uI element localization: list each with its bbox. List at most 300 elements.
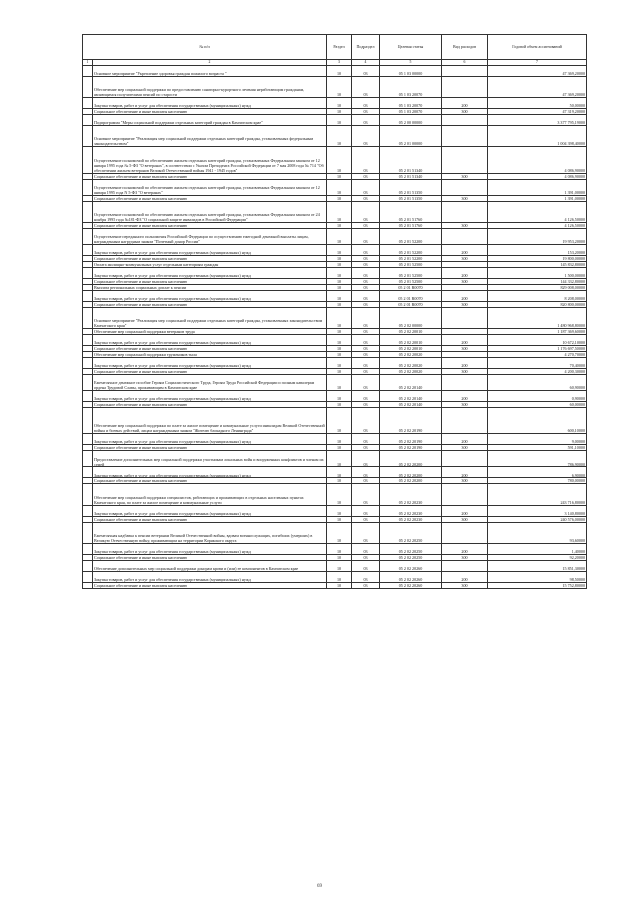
row-target-cell: 05 1 03 20070: [380, 77, 442, 98]
row-section-cell: 10: [327, 179, 352, 195]
row-expense-type-cell: 200: [442, 267, 488, 278]
row-expense-type-cell: [442, 228, 488, 244]
row-number-cell: [83, 126, 93, 147]
row-target-cell: 05 1 03 20070: [380, 109, 442, 115]
row-target-cell: 05 2 01 51340: [380, 173, 442, 179]
row-expense-type-cell: 300: [442, 582, 488, 588]
row-target-cell: 05 2 01 52500: [380, 278, 442, 284]
row-expense-type-cell: [442, 201, 488, 222]
row-section-cell: 10: [327, 195, 352, 201]
row-amount-cell: 8 208,00000: [488, 290, 587, 301]
row-target-cell: 05 2 02 20020: [380, 369, 442, 375]
row-expense-type-cell: 300: [442, 278, 488, 284]
row-target-cell: 05 2 02 20260: [380, 571, 442, 582]
row-number-cell: [83, 201, 93, 222]
table-row: [83, 66, 587, 77]
table-row: [83, 98, 587, 109]
row-target-cell: 05 2 02 20140: [380, 375, 442, 391]
row-section-cell: 10: [327, 335, 352, 346]
row-name-cell: Обеспечение мер социальной поддержки по плате за жилое помещение и коммунальные услуги инвалидам Великой Отечественной войны и боевых действий, лицам награжденным знаком "Жителю блокадного Ленинграда": [93, 408, 327, 434]
row-amount-cell: 19 800,00000: [488, 255, 587, 261]
row-name-cell: Закупка товаров, работ и услуг для обеспечения государственных (муниципальных) нужд: [93, 244, 327, 255]
row-section-cell: 10: [327, 66, 352, 77]
row-subsection-cell: 03: [352, 560, 380, 571]
row-expense-type-cell: [442, 560, 488, 571]
table-row: [83, 201, 587, 222]
row-section-cell: 10: [327, 284, 352, 290]
header-name: № п/п: [83, 35, 327, 60]
budget-table: [82, 34, 587, 589]
row-subsection-cell: 03: [352, 358, 380, 369]
row-number-cell: [83, 571, 93, 582]
row-number-cell: [83, 307, 93, 328]
row-target-cell: 05 2 01 R0070: [380, 301, 442, 307]
row-number-cell: [83, 505, 93, 516]
row-amount-cell: 780,00000: [488, 478, 587, 484]
table-row: [83, 560, 587, 571]
row-target-cell: 05 2 01 51760: [380, 222, 442, 228]
row-subsection-cell: 03: [352, 478, 380, 484]
row-section-cell: 10: [327, 244, 352, 255]
row-name-cell: Социальное обеспечение и иные выплаты населению: [93, 478, 327, 484]
row-subsection-cell: 03: [352, 98, 380, 109]
row-expense-type-cell: 300: [442, 255, 488, 261]
row-number-cell: [83, 66, 93, 77]
row-section-cell: 10: [327, 290, 352, 301]
table-row: [83, 408, 587, 434]
row-expense-type-cell: 200: [442, 98, 488, 109]
row-name-cell: Социальное обеспечение и иные выплаты населению: [93, 554, 327, 560]
column-number: 5: [380, 60, 442, 66]
row-name-cell: Ежемесячное денежное пособие Героям Социалистического Труда, Героям Труда Российской Федерации и полным кавалерам ордена Трудовой Славы, проживающим в Камчатском крае: [93, 375, 327, 391]
row-subsection-cell: 03: [352, 255, 380, 261]
row-name-cell: Социальное обеспечение и иные выплаты населению: [93, 369, 327, 375]
row-name-cell: Закупка товаров, работ и услуг для обеспечения государственных (муниципальных) нужд: [93, 571, 327, 582]
row-amount-cell: 4 126,50000: [488, 222, 587, 228]
row-name-cell: Закупка товаров, работ и услуг для обеспечения государственных (муниципальных) нужд: [93, 358, 327, 369]
row-target-cell: 05 2 02 20010: [380, 329, 442, 335]
row-name-cell: Обеспечение мер социальной поддержки специалистов, работающих и проживающих в отдельных населенных пунктах Камчатского края, по плате за жилое помещение и коммунальные услуги: [93, 484, 327, 505]
row-name-cell: Социальное обеспечение и иные выплаты населению: [93, 346, 327, 352]
row-subsection-cell: 03: [352, 522, 380, 543]
row-subsection-cell: 03: [352, 484, 380, 505]
row-subsection-cell: 03: [352, 179, 380, 195]
row-section-cell: 10: [327, 222, 352, 228]
row-amount-cell: 1,40000: [488, 543, 587, 554]
row-target-cell: 05 2 01 52200: [380, 244, 442, 255]
row-section-cell: 10: [327, 109, 352, 115]
row-expense-type-cell: [442, 147, 488, 173]
row-number-cell: [83, 115, 93, 126]
row-expense-type-cell: [442, 307, 488, 328]
row-subsection-cell: 03: [352, 505, 380, 516]
row-subsection-cell: 03: [352, 307, 380, 328]
row-amount-cell: 19 953,20000: [488, 228, 587, 244]
row-section-cell: 10: [327, 147, 352, 173]
row-name-cell: Закупка товаров, работ и услуг для обеспечения государственных (муниципальных) нужд: [93, 391, 327, 402]
row-name-cell: Оплата жилищно-коммунальных услуг отдельным категориям граждан: [93, 261, 327, 267]
row-subsection-cell: 03: [352, 391, 380, 402]
row-amount-cell: 10 672,10000: [488, 335, 587, 346]
row-name-cell: Социальное обеспечение и иные выплаты населению: [93, 445, 327, 451]
row-name-cell: Подпрограмма "Меры социальной поддержки отдельных категорий граждан в Камчатском крае": [93, 115, 327, 126]
row-number-cell: [83, 484, 93, 505]
row-number-cell: [83, 543, 93, 554]
row-section-cell: 10: [327, 346, 352, 352]
row-target-cell: 05 2 02 20010: [380, 335, 442, 346]
row-subsection-cell: 03: [352, 402, 380, 408]
row-number-cell: [83, 179, 93, 195]
table-row: [83, 505, 587, 516]
row-number-cell: [83, 358, 93, 369]
row-subsection-cell: 03: [352, 582, 380, 588]
row-name-cell: Обеспечение мер социальной поддержки ветеранов труда: [93, 329, 327, 335]
row-number-cell: [83, 582, 93, 588]
header-expense-type: Вид расходов: [442, 35, 488, 60]
table-row: [83, 467, 587, 478]
row-amount-cell: 786,90000: [488, 451, 587, 467]
table-row: [83, 115, 587, 126]
row-section-cell: 10: [327, 267, 352, 278]
row-subsection-cell: 03: [352, 66, 380, 77]
row-section-cell: 10: [327, 301, 352, 307]
row-amount-cell: 47 369,20000: [488, 77, 587, 98]
row-target-cell: 05 2 02 20190: [380, 434, 442, 445]
row-target-cell: 05 1 03 00000: [380, 66, 442, 77]
row-amount-cell: 153,20000: [488, 244, 587, 255]
row-amount-cell: 4 126,50000: [488, 201, 587, 222]
row-amount-cell: 6,90000: [488, 467, 587, 478]
row-target-cell: 05 2 02 20190: [380, 445, 442, 451]
row-name-cell: Обеспечение дополнительных мер социальной поддержки донорам крови и (или) ее компонентов в Камчатском крае: [93, 560, 327, 571]
row-amount-cell: 145 832,80000: [488, 261, 587, 267]
row-name-cell: Ежемесячная надбавка к пенсии ветеранам Великой Отечественной войны, вдовам военнослужащих, погибших (умерших) в Великую Отечественную войну, проживающим на территории Корякского округа: [93, 522, 327, 543]
row-amount-cell: 93,60000: [488, 522, 587, 543]
row-target-cell: 05 2 02 20200: [380, 478, 442, 484]
row-expense-type-cell: 200: [442, 571, 488, 582]
row-number-cell: [83, 391, 93, 402]
header-section: Раздел: [327, 35, 352, 60]
row-amount-cell: 600,10000: [488, 408, 587, 434]
row-expense-type-cell: [442, 375, 488, 391]
row-name-cell: Закупка товаров, работ и услуг для обеспечения государственных (муниципальных) нужд: [93, 290, 327, 301]
header-annual-amount: Годовой объем ассигнований: [488, 35, 587, 60]
row-expense-type-cell: 200: [442, 434, 488, 445]
row-number-cell: [83, 77, 93, 98]
row-amount-cell: 1 187 369,60000: [488, 329, 587, 335]
row-number-cell: [83, 290, 93, 301]
row-subsection-cell: 03: [352, 147, 380, 173]
row-number-cell: [83, 228, 93, 244]
table-row: [83, 522, 587, 543]
row-section-cell: 10: [327, 228, 352, 244]
row-section-cell: 10: [327, 445, 352, 451]
row-section-cell: 10: [327, 484, 352, 505]
row-amount-cell: 60,00000: [488, 402, 587, 408]
row-subsection-cell: 03: [352, 290, 380, 301]
row-target-cell: 05 2 02 20200: [380, 451, 442, 467]
row-number-cell: [83, 560, 93, 571]
row-subsection-cell: 03: [352, 301, 380, 307]
row-section-cell: 10: [327, 329, 352, 335]
row-expense-type-cell: 300: [442, 554, 488, 560]
row-name-cell: Закупка товаров, работ и услуг для обеспечения государственных (муниципальных) нужд: [93, 434, 327, 445]
row-subsection-cell: 03: [352, 109, 380, 115]
row-target-cell: 05 2 01 51340: [380, 147, 442, 173]
row-amount-cell: 240 576,00000: [488, 516, 587, 522]
row-expense-type-cell: [442, 77, 488, 98]
row-subsection-cell: 03: [352, 267, 380, 278]
row-expense-type-cell: [442, 451, 488, 467]
row-expense-type-cell: [442, 179, 488, 195]
row-amount-cell: 4 270,70000: [488, 352, 587, 358]
row-name-cell: Социальное обеспечение и иные выплаты населению: [93, 222, 327, 228]
row-section-cell: 10: [327, 560, 352, 571]
row-amount-cell: 70,40000: [488, 358, 587, 369]
row-name-cell: Социальное обеспечение и иные выплаты населению: [93, 109, 327, 115]
row-expense-type-cell: 300: [442, 173, 488, 179]
row-name-cell: Социальное обеспечение и иные выплаты населению: [93, 173, 327, 179]
row-expense-type-cell: 200: [442, 290, 488, 301]
row-section-cell: 10: [327, 77, 352, 98]
row-target-cell: 05 2 02 20250: [380, 554, 442, 560]
row-target-cell: 05 2 02 20140: [380, 391, 442, 402]
row-target-cell: 05 2 02 20230: [380, 505, 442, 516]
row-name-cell: Основное мероприятие "Реализация мер социальной поддержки отдельных категорий граждан, установленных федеральным законодательством": [93, 126, 327, 147]
row-section-cell: 10: [327, 173, 352, 179]
row-subsection-cell: 03: [352, 201, 380, 222]
row-subsection-cell: 03: [352, 434, 380, 445]
row-number-cell: [83, 522, 93, 543]
row-subsection-cell: 03: [352, 222, 380, 228]
row-section-cell: 10: [327, 434, 352, 445]
row-section-cell: 10: [327, 307, 352, 328]
row-amount-cell: 4 086,90000: [488, 147, 587, 173]
row-number-cell: [83, 434, 93, 445]
column-number: 2: [93, 60, 327, 66]
row-subsection-cell: 03: [352, 244, 380, 255]
row-name-cell: Закупка товаров, работ и услуг для обеспечения государственных (муниципальных) нужд: [93, 335, 327, 346]
row-amount-cell: 3 377 795,19000: [488, 115, 587, 126]
row-amount-cell: 98,50000: [488, 571, 587, 582]
row-section-cell: 10: [327, 505, 352, 516]
row-amount-cell: 144 332,80000: [488, 278, 587, 284]
row-subsection-cell: 03: [352, 516, 380, 522]
row-subsection-cell: 03: [352, 195, 380, 201]
row-target-cell: 05 2 02 20020: [380, 352, 442, 358]
row-subsection-cell: 03: [352, 77, 380, 98]
row-number-cell: [83, 408, 93, 434]
row-expense-type-cell: 300: [442, 369, 488, 375]
column-number: 4: [352, 60, 380, 66]
table-row: [83, 179, 587, 195]
row-target-cell: 05 2 02 20140: [380, 402, 442, 408]
row-name-cell: Осуществление полномочий по обеспечению жильем отдельных категорий граждан, установленных Федеральным законом от 12 января 1995 года № 5-ФЗ "О ветеранах", в соответствии с Указом Президента Российской Федерации от 7 мая 2008 года № 714 "Об обеспечении жильем ветеранов Великой Отечественной войны 1941 - 1945 годов": [93, 147, 327, 173]
row-expense-type-cell: 200: [442, 467, 488, 478]
table-row: [83, 335, 587, 346]
row-number-cell: [83, 267, 93, 278]
row-expense-type-cell: 200: [442, 358, 488, 369]
row-amount-cell: 1 004 398,40000: [488, 126, 587, 147]
table-row: [83, 582, 587, 588]
row-number-cell: [83, 467, 93, 478]
row-expense-type-cell: [442, 126, 488, 147]
row-section-cell: 10: [327, 201, 352, 222]
row-number-cell: [83, 375, 93, 391]
row-expense-type-cell: 200: [442, 244, 488, 255]
row-section-cell: 10: [327, 126, 352, 147]
table-row: [83, 451, 587, 467]
row-subsection-cell: 03: [352, 352, 380, 358]
row-expense-type-cell: 200: [442, 505, 488, 516]
row-section-cell: 10: [327, 369, 352, 375]
row-subsection-cell: 03: [352, 346, 380, 352]
row-amount-cell: 591,10000: [488, 445, 587, 451]
table-row: [83, 147, 587, 173]
row-name-cell: Осуществление полномочий по обеспечению жильем отдельных категорий граждан, установленных Федеральным законом от 12 января 1995 года N 5-ФЗ "О ветеранах": [93, 179, 327, 195]
row-target-cell: 05 2 02 20260: [380, 560, 442, 571]
row-section-cell: 10: [327, 358, 352, 369]
row-expense-type-cell: 300: [442, 109, 488, 115]
row-subsection-cell: 03: [352, 173, 380, 179]
row-target-cell: 05 2 01 51350: [380, 195, 442, 201]
column-number: 3: [327, 60, 352, 66]
row-subsection-cell: 03: [352, 369, 380, 375]
row-expense-type-cell: 300: [442, 222, 488, 228]
column-number: 7: [488, 60, 587, 66]
row-target-cell: 05 2 02 20260: [380, 582, 442, 588]
row-amount-cell: 0,90000: [488, 391, 587, 402]
row-expense-type-cell: 300: [442, 301, 488, 307]
row-subsection-cell: 03: [352, 284, 380, 290]
row-amount-cell: 92,20000: [488, 554, 587, 560]
table-row: [83, 484, 587, 505]
row-expense-type-cell: [442, 66, 488, 77]
row-section-cell: 10: [327, 261, 352, 267]
row-subsection-cell: 03: [352, 115, 380, 126]
row-number-cell: [83, 98, 93, 109]
row-section-cell: 10: [327, 516, 352, 522]
row-expense-type-cell: [442, 522, 488, 543]
row-target-cell: 05 2 02 20230: [380, 516, 442, 522]
header-subsection: Подраздел: [352, 35, 380, 60]
row-target-cell: 05 2 01 R0070: [380, 290, 442, 301]
row-expense-type-cell: [442, 408, 488, 434]
row-expense-type-cell: 300: [442, 516, 488, 522]
row-name-cell: Закупка товаров, работ и услуг для обеспечения государственных (муниципальных) нужд: [93, 505, 327, 516]
table-body: [83, 66, 587, 589]
row-amount-cell: 1 480 968,80000: [488, 307, 587, 328]
table-row: [83, 391, 587, 402]
row-name-cell: Социальное обеспечение и иные выплаты населению: [93, 278, 327, 284]
row-subsection-cell: 03: [352, 228, 380, 244]
row-amount-cell: 3 140,80000: [488, 505, 587, 516]
row-section-cell: 10: [327, 98, 352, 109]
row-expense-type-cell: [442, 115, 488, 126]
row-subsection-cell: 03: [352, 329, 380, 335]
row-section-cell: 10: [327, 352, 352, 358]
row-subsection-cell: 03: [352, 126, 380, 147]
table-row: [83, 228, 587, 244]
row-name-cell: Обеспечение мер социальной поддержки по предоставлению санаторно-курортного лечения неработающим гражданам, являющимся получателями пенсий по старости: [93, 77, 327, 98]
row-target-cell: 05 2 02 00000: [380, 307, 442, 328]
row-name-cell: Социальное обеспечение и иные выплаты населению: [93, 255, 327, 261]
table-header-row: [83, 35, 587, 60]
row-name-cell: Социальное обеспечение и иные выплаты населению: [93, 195, 327, 201]
row-subsection-cell: 03: [352, 445, 380, 451]
row-target-cell: 05 2 01 51760: [380, 201, 442, 222]
page-number: 69: [317, 884, 322, 889]
header-target-article: Целевая статья: [380, 35, 442, 60]
table-row: [83, 77, 587, 98]
row-amount-cell: 47 319,20000: [488, 109, 587, 115]
row-section-cell: 10: [327, 522, 352, 543]
row-section-cell: 10: [327, 554, 352, 560]
row-section-cell: 10: [327, 375, 352, 391]
row-number-cell: [83, 335, 93, 346]
row-name-cell: Закупка товаров, работ и услуг для обеспечения государственных (муниципальных) нужд: [93, 267, 327, 278]
row-name-cell: Социальное обеспечение и иные выплаты населению: [93, 516, 327, 522]
row-section-cell: 10: [327, 115, 352, 126]
row-amount-cell: 15 752,80000: [488, 582, 587, 588]
table-row: [83, 434, 587, 445]
row-number-cell: [83, 147, 93, 173]
column-number: 6: [442, 60, 488, 66]
row-target-cell: 05 2 01 52500: [380, 261, 442, 267]
row-section-cell: 10: [327, 543, 352, 554]
row-target-cell: 05 2 02 20190: [380, 408, 442, 434]
row-expense-type-cell: [442, 484, 488, 505]
row-section-cell: 10: [327, 467, 352, 478]
row-section-cell: 10: [327, 451, 352, 467]
row-name-cell: Осуществление полномочий по обеспечению жильем отдельных категорий граждан, установленных Федеральным законом от 24 ноября 1995 года №181-ФЗ "О социальной защите инвалидов в Российской Федерации": [93, 201, 327, 222]
row-amount-cell: 60,90000: [488, 375, 587, 391]
row-subsection-cell: 03: [352, 554, 380, 560]
row-number-cell: [83, 451, 93, 467]
row-subsection-cell: 03: [352, 571, 380, 582]
row-target-cell: 05 2 02 20010: [380, 346, 442, 352]
row-expense-type-cell: 200: [442, 543, 488, 554]
row-section-cell: 10: [327, 478, 352, 484]
table-row: [83, 126, 587, 147]
row-name-cell: Выплата региональных социальных доплат к пенсии: [93, 284, 327, 290]
row-target-cell: 05 2 01 52200: [380, 255, 442, 261]
row-target-cell: 05 2 00 00000: [380, 115, 442, 126]
table-row: [83, 307, 587, 328]
row-target-cell: 05 1 03 20070: [380, 98, 442, 109]
row-amount-cell: 50,00000: [488, 98, 587, 109]
table-row: [83, 267, 587, 278]
row-name-cell: Закупка товаров, работ и услуг для обеспечения государственных (муниципальных) нужд: [93, 543, 327, 554]
row-name-cell: Социальное обеспечение и иные выплаты населению: [93, 402, 327, 408]
row-name-cell: Закупка товаров, работ и услуг для обеспечения государственных (муниципальных) нужд: [93, 98, 327, 109]
row-subsection-cell: 03: [352, 543, 380, 554]
row-subsection-cell: 03: [352, 375, 380, 391]
row-amount-cell: 1 391,00000: [488, 195, 587, 201]
row-section-cell: 10: [327, 571, 352, 582]
row-subsection-cell: 03: [352, 467, 380, 478]
row-name-cell: Закупка товаров, работ и услуг для обеспечения государственных (муниципальных) нужд: [93, 467, 327, 478]
row-amount-cell: 1 391,00000: [488, 179, 587, 195]
row-subsection-cell: 03: [352, 408, 380, 434]
row-subsection-cell: 03: [352, 335, 380, 346]
row-name-cell: Социальное обеспечение и иные выплаты населению: [93, 582, 327, 588]
row-amount-cell: 1 176 697,50000: [488, 346, 587, 352]
column-number: 1: [83, 60, 93, 66]
row-amount-cell: 4 200,30000: [488, 369, 587, 375]
row-target-cell: 05 2 01 51350: [380, 179, 442, 195]
row-number-cell: [83, 244, 93, 255]
